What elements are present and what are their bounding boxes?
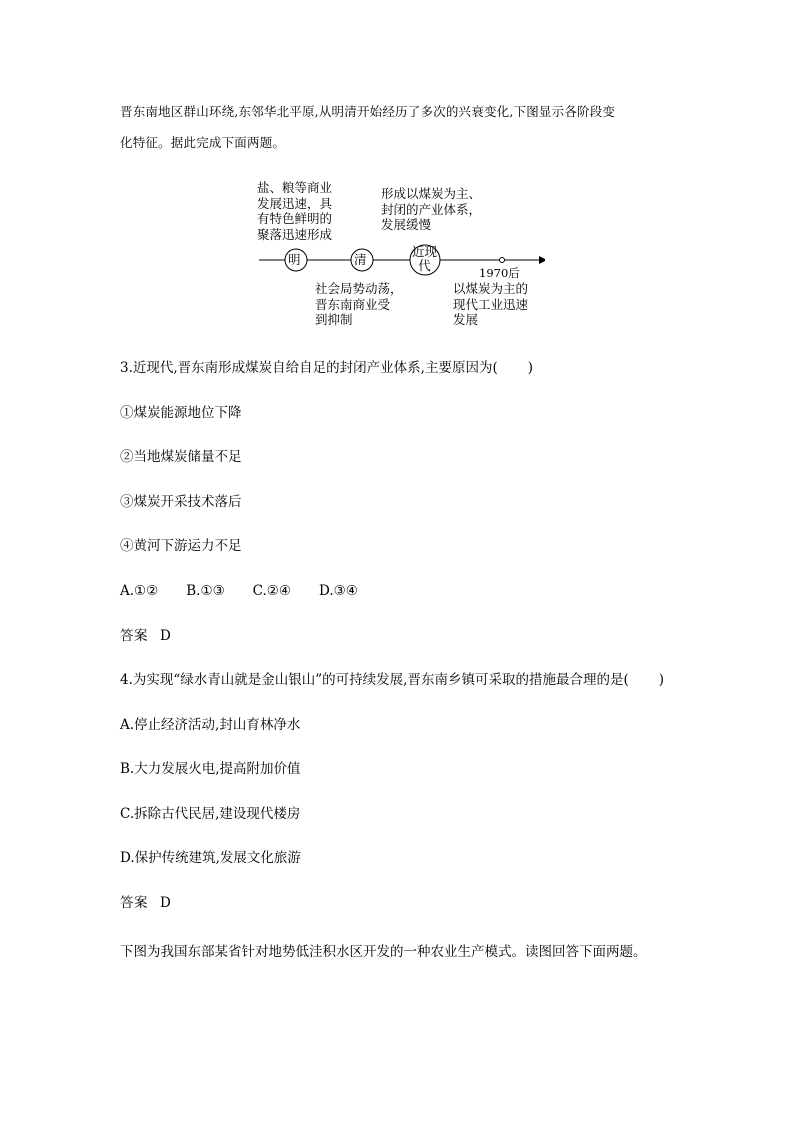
q3-answer-value: D <box>160 628 172 644</box>
q4-choice-c: C.拆除古代民居,建设现代楼房 <box>120 806 301 822</box>
label-above-ming: 盐、粮等商业 发展迅速，具 有特色鲜明的 聚落迅速形成 <box>257 180 333 242</box>
q3-choice-a: A.①② <box>120 583 159 599</box>
timeline-diagram <box>255 178 545 334</box>
q3-choice-b: B.①③ <box>186 583 225 599</box>
q4-choice-d: D.保护传统建筑,发展文化旅游 <box>120 850 301 866</box>
q4-stem <box>120 671 664 689</box>
label-below-qing: 社会局势动荡， 晋东南商业受 到抑制 <box>315 281 403 327</box>
q3-answer <box>120 627 171 645</box>
q4-answer-label: 答案 <box>120 895 148 911</box>
label-above-jinxiandai: 形成以煤炭为主、 封闭的产业体系， 发展缓慢 <box>381 186 482 232</box>
q3-stem-text: 3.近现代,晋东南形成煤炭自给自足的封闭产业体系,主要原因为( <box>120 360 498 376</box>
q3-item-2: ②当地煤炭储量不足 <box>120 449 242 465</box>
q3-choice-d: D.③④ <box>319 583 358 599</box>
q3-choice-c: C.②④ <box>252 583 292 599</box>
q4-close-paren: ) <box>658 672 665 688</box>
q3-stem <box>120 359 533 377</box>
intro-line-1: 晋东南地区群山环绕,东邻华北平原,从明清开始经历了多次的兴衰变化,下图显示各阶段变 <box>120 104 616 119</box>
next-section-intro: 下图为我国东部某省针对地势低洼积水区开发的一种农业生产模式。读图回答下面两题。 <box>120 944 647 960</box>
q3-item-4: ④黄河下游运力不足 <box>120 538 242 554</box>
q3-choices <box>120 582 386 600</box>
q3-item-1: ①煤炭能源地位下降 <box>120 405 242 421</box>
q4-answer-value: D <box>160 895 172 911</box>
intro-line-2: 化特征。据此完成下面两题。 <box>120 135 286 150</box>
node-1970-label: 1970后 <box>479 266 520 280</box>
node-qing-label: 清 <box>354 252 367 267</box>
q3-answer-label: 答案 <box>120 628 148 644</box>
q3-close-paren: ) <box>527 360 534 376</box>
q4-stem-text: 4.为实现“绿水青山就是金山银山”的可持续发展,晋东南乡镇可采取的措施最合理的是( <box>120 672 629 688</box>
node-ming-label: 明 <box>288 252 301 267</box>
q4-answer <box>120 894 171 912</box>
node-jinxiandai-label: 近现 代 <box>412 244 438 273</box>
node-1970-dot <box>500 258 505 263</box>
q4-choice-a: A.停止经济活动,封山育林净水 <box>120 717 301 733</box>
q4-choice-b: B.大力发展火电,提高附加价值 <box>120 761 301 777</box>
q3-item-3: ③煤炭开采技术落后 <box>120 494 242 510</box>
timeline-arrow <box>539 256 545 264</box>
label-below-1970: 以煤炭为主的 现代工业迅速 发展 <box>453 281 529 327</box>
